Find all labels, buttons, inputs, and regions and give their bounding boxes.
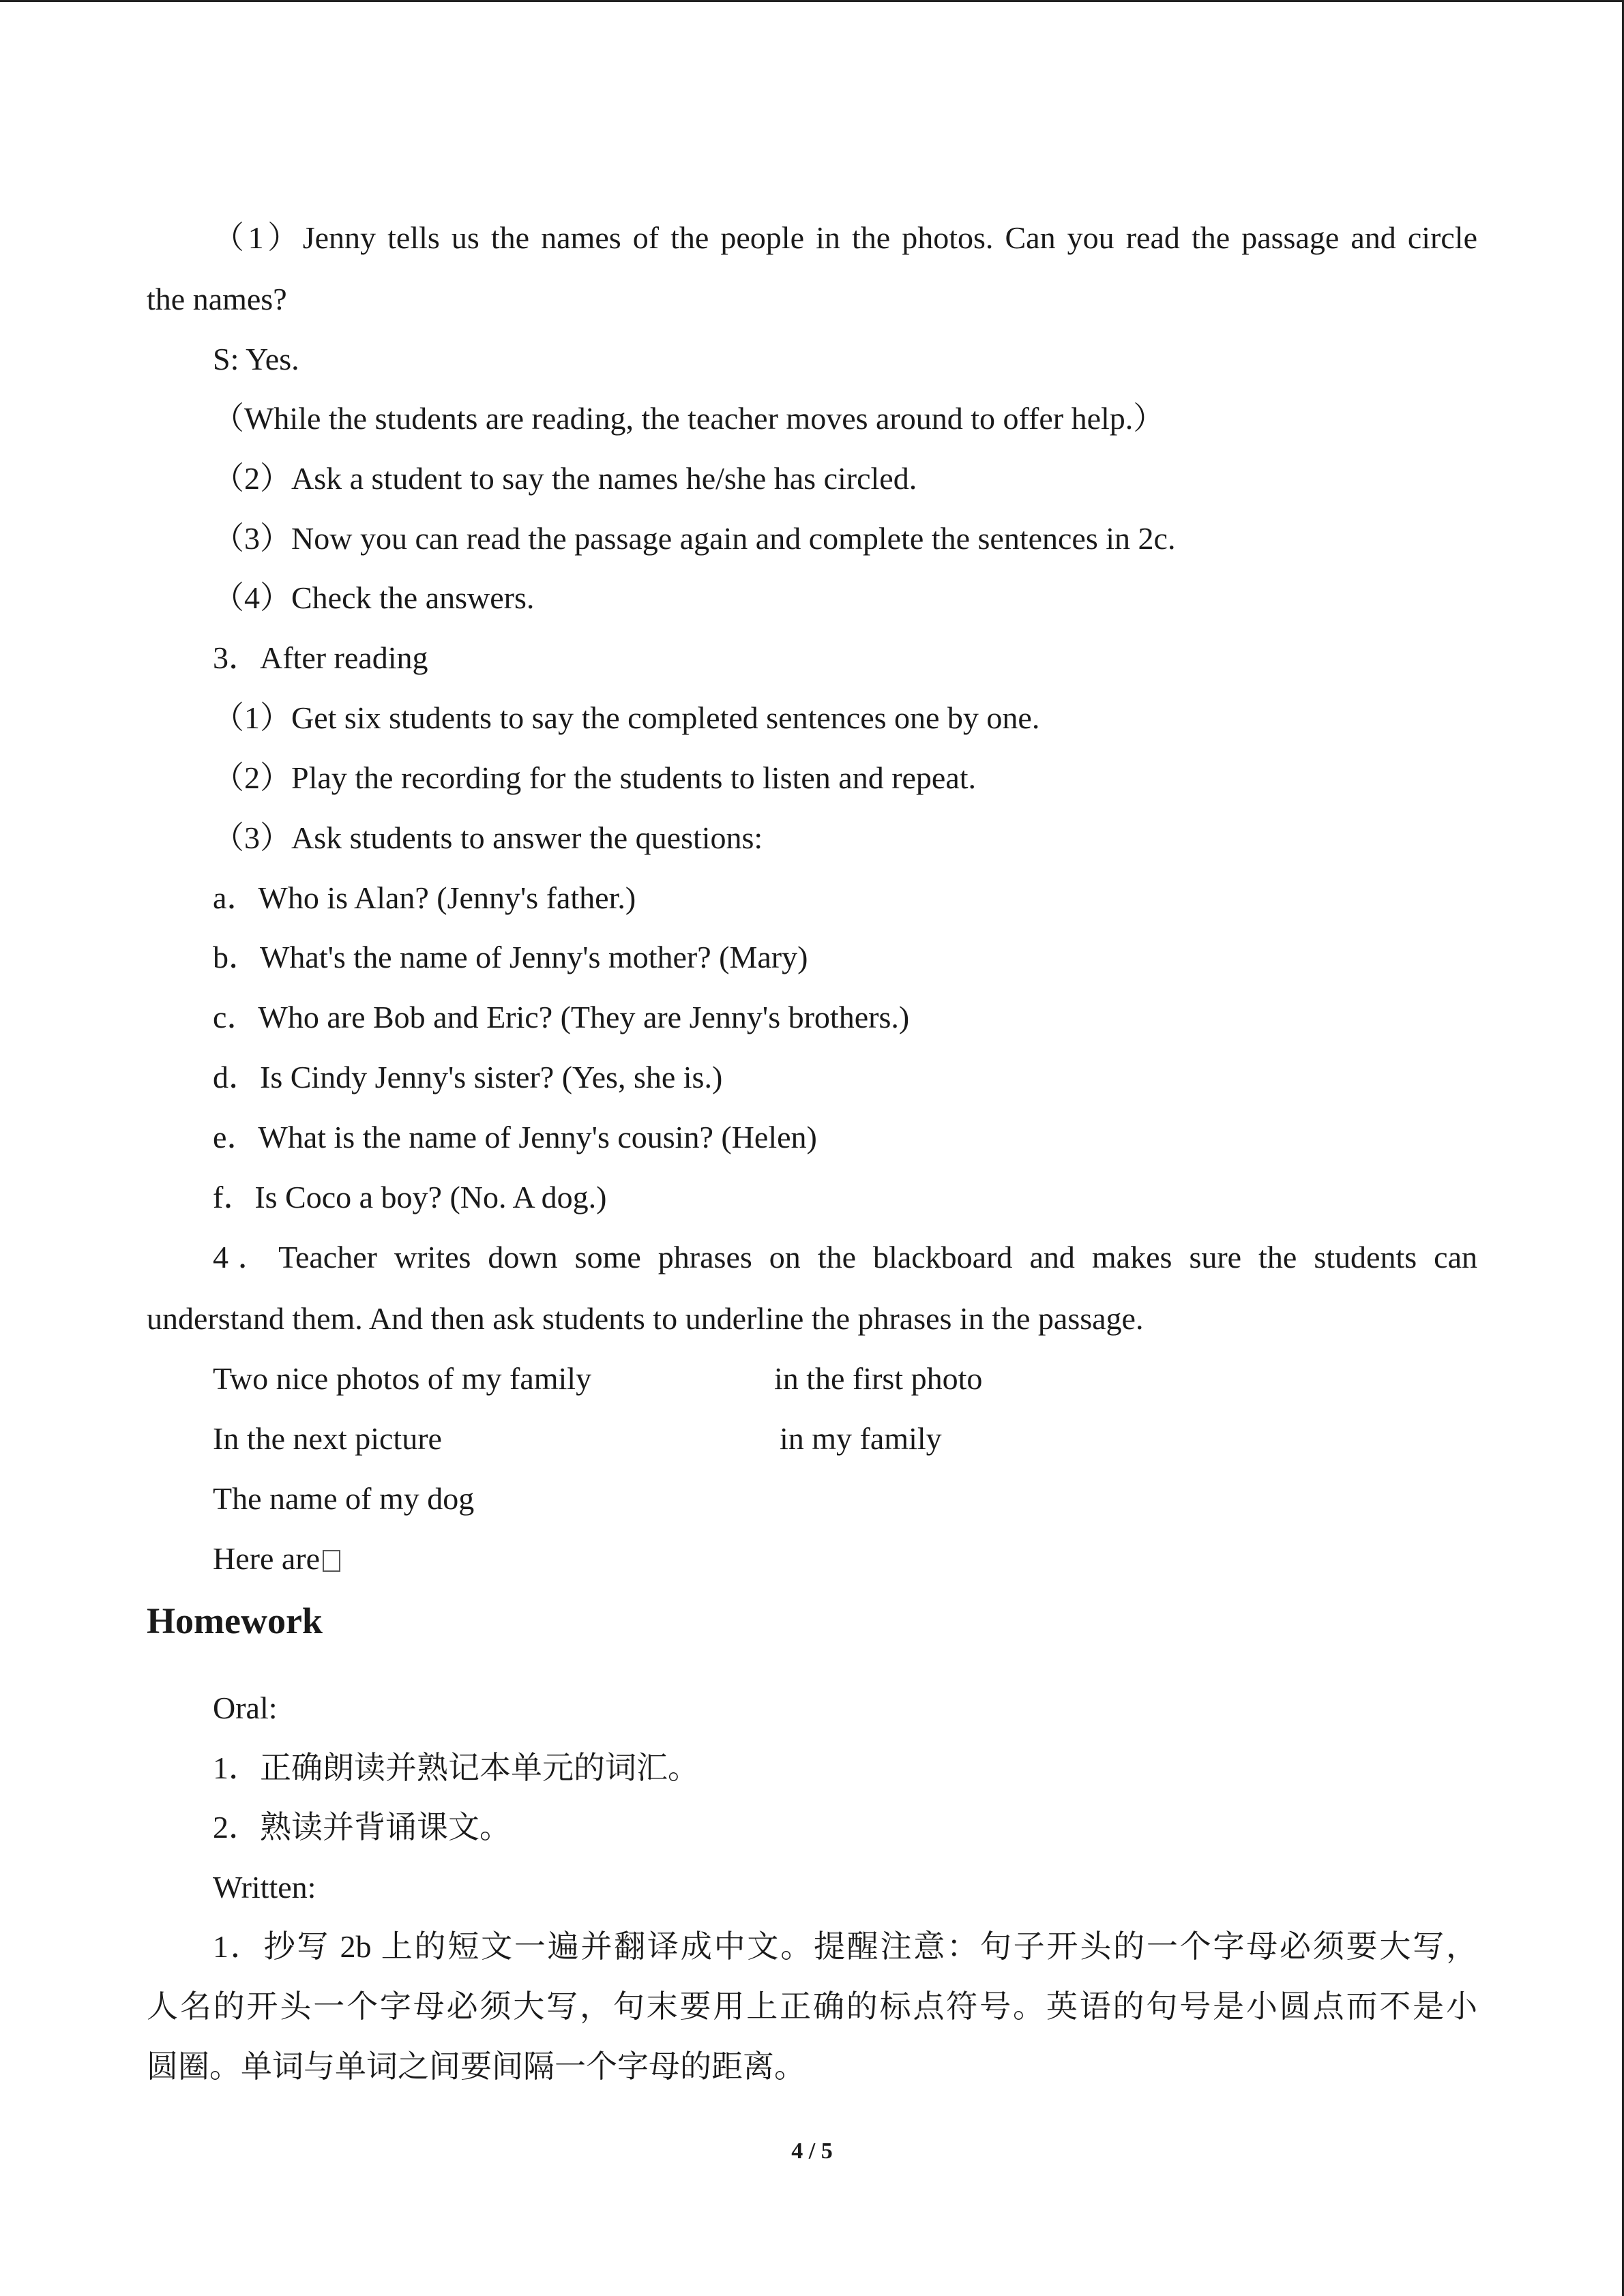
homework-heading: Homework xyxy=(147,1600,323,1641)
after-step-3: （3）Ask students to answer the questions: xyxy=(213,820,763,855)
written-task-1-line1: 1．抄写 2b 上的短文一遍并翻译成中文。提醒注意：句子开头的一个字母必须要大写， xyxy=(213,1929,1477,1964)
oral-label: Oral: xyxy=(213,1690,278,1725)
phrase-in-my-family: in my family xyxy=(780,1421,942,1456)
after-step-1: （1）Get six students to say the completed sentences one by one. xyxy=(213,700,1040,735)
page-number: 4 / 5 xyxy=(791,2138,833,2164)
phrase-in-the-first-photo: in the first photo xyxy=(774,1361,983,1396)
after-step-2: （2）Play the recording for the students to listen and repeat. xyxy=(213,760,977,795)
written-label: Written: xyxy=(213,1870,316,1905)
step-4: （4）Check the answers. xyxy=(213,580,535,615)
question-b: b．What's the name of Jenny's mother? (Mary) xyxy=(213,940,808,974)
paragraph-step4-line2: understand them. And then ask students to underline the phrases in the passage. xyxy=(147,1301,1144,1336)
question-a: a．Who is Alan? (Jenny's father.) xyxy=(213,880,636,915)
phrase-here-are xyxy=(213,1540,340,1578)
phrase-here-are-text: Here are xyxy=(213,1541,321,1576)
written-task-1-line2: 人名的开头一个字母必须大写，句末要用上正确的标点符号。英语的句号是小圆点而不是小 xyxy=(147,1989,1477,2024)
question-c: c．Who are Bob and Eric? (They are Jenny's brothers.) xyxy=(213,1000,910,1034)
paragraph-step4-line1: 4．Teacher writes down some phrases on the blackboard and makes sure the students can xyxy=(213,1240,1477,1274)
phrase-name-of-my-dog: The name of my dog xyxy=(213,1481,475,1516)
paragraph-step1-line2: the names? xyxy=(147,282,287,316)
question-f: f．Is Coco a boy? (No. A dog.) xyxy=(213,1180,607,1214)
after-reading-heading: 3．After reading xyxy=(213,640,428,675)
phrase-two-nice-photos: Two nice photos of my family xyxy=(213,1361,592,1396)
question-e: e．What is the name of Jenny's cousin? (Helen) xyxy=(213,1120,817,1154)
step-3: （3）Now you can read the passage again and complete the sentences in 2c. xyxy=(213,521,1176,556)
reading-note: （While the students are reading, the teacher moves around to offer help.） xyxy=(213,401,1165,436)
oral-task-1: 1．正确朗读并熟记本单元的词汇。 xyxy=(213,1750,699,1785)
written-task-1-line3: 圆圈。单词与单词之间要间隔一个字母的距离。 xyxy=(147,2049,806,2084)
phrase-in-the-next-picture: In the next picture xyxy=(213,1421,442,1456)
question-d: d．Is Cindy Jenny's sister? (Yes, she is.) xyxy=(213,1060,723,1094)
missing-glyph-box xyxy=(323,1550,340,1572)
step-2: （2）Ask a student to say the names he/she has circled. xyxy=(213,461,917,496)
paragraph-step1-line1: （1）Jenny tells us the names of the people in the photos. Can you read the passage and circle xyxy=(213,220,1477,255)
student-response: S: Yes. xyxy=(213,342,299,376)
oral-task-2: 2．熟读并背诵课文。 xyxy=(213,1810,511,1845)
